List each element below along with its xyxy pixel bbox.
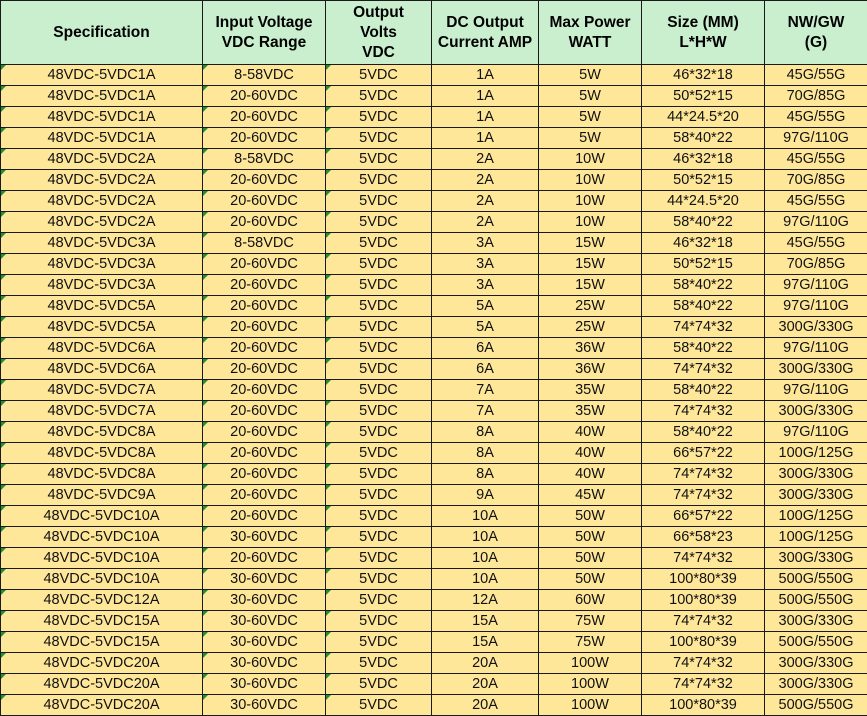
cell-max-power: 50W [539, 527, 642, 548]
cell-output-current: 1A [432, 65, 539, 86]
cell-size: 74*74*32 [642, 464, 765, 485]
cell-max-power: 40W [539, 443, 642, 464]
cell-output-current: 10A [432, 527, 539, 548]
cell-output-volts: 5VDC [326, 401, 432, 422]
cell-specification: 48VDC-5VDC5A [1, 317, 203, 338]
cell-specification: 48VDC-5VDC3A [1, 254, 203, 275]
cell-size: 50*52*15 [642, 254, 765, 275]
cell-size: 74*74*32 [642, 485, 765, 506]
cell-output-volts: 5VDC [326, 107, 432, 128]
header-specification [1, 1, 203, 65]
cell-input-voltage: 20-60VDC [203, 359, 326, 380]
table-row [1, 506, 867, 527]
cell-input-voltage: 20-60VDC [203, 275, 326, 296]
cell-size: 74*74*32 [642, 317, 765, 338]
table-row [1, 338, 867, 359]
cell-weight: 500G/550G [765, 590, 867, 611]
table-row [1, 380, 867, 401]
cell-max-power: 10W [539, 191, 642, 212]
cell-specification: 48VDC-5VDC2A [1, 149, 203, 170]
cell-size: 100*80*39 [642, 590, 765, 611]
table-row [1, 401, 867, 422]
cell-output-current: 2A [432, 149, 539, 170]
cell-specification: 48VDC-5VDC20A [1, 653, 203, 674]
cell-weight: 100G/125G [765, 443, 867, 464]
cell-input-voltage: 30-60VDC [203, 590, 326, 611]
cell-output-volts: 5VDC [326, 359, 432, 380]
cell-weight: 100G/125G [765, 506, 867, 527]
header-weight-line: NW/GW [765, 13, 867, 33]
cell-size: 50*52*15 [642, 86, 765, 107]
cell-size: 100*80*39 [642, 695, 765, 716]
cell-max-power: 50W [539, 569, 642, 590]
cell-input-voltage: 20-60VDC [203, 128, 326, 149]
cell-input-voltage: 20-60VDC [203, 86, 326, 107]
cell-output-volts: 5VDC [326, 653, 432, 674]
cell-input-voltage: 30-60VDC [203, 674, 326, 695]
table-row [1, 464, 867, 485]
cell-weight: 45G/55G [765, 149, 867, 170]
cell-specification: 48VDC-5VDC6A [1, 359, 203, 380]
cell-weight: 500G/550G [765, 632, 867, 653]
table-row [1, 65, 867, 86]
table-row [1, 569, 867, 590]
cell-input-voltage: 20-60VDC [203, 443, 326, 464]
cell-specification: 48VDC-5VDC10A [1, 506, 203, 527]
cell-specification: 48VDC-5VDC6A [1, 338, 203, 359]
cell-weight: 300G/330G [765, 674, 867, 695]
cell-output-current: 5A [432, 317, 539, 338]
cell-max-power: 40W [539, 464, 642, 485]
table-row [1, 254, 867, 275]
table-row [1, 107, 867, 128]
cell-output-current: 20A [432, 653, 539, 674]
cell-specification: 48VDC-5VDC10A [1, 569, 203, 590]
cell-weight: 300G/330G [765, 401, 867, 422]
header-weight [765, 1, 867, 65]
cell-specification: 48VDC-5VDC3A [1, 233, 203, 254]
cell-weight: 97G/110G [765, 296, 867, 317]
header-input-voltage [203, 1, 326, 65]
header-dc-output-current-line: DC Output [432, 13, 538, 33]
cell-input-voltage: 20-60VDC [203, 401, 326, 422]
cell-input-voltage: 20-60VDC [203, 380, 326, 401]
cell-weight: 70G/85G [765, 86, 867, 107]
cell-max-power: 45W [539, 485, 642, 506]
cell-weight: 45G/55G [765, 191, 867, 212]
cell-output-current: 3A [432, 233, 539, 254]
table-row [1, 359, 867, 380]
cell-output-current: 12A [432, 590, 539, 611]
table-row [1, 695, 867, 716]
header-max-power-line: WATT [539, 33, 641, 53]
cell-output-current: 15A [432, 611, 539, 632]
cell-weight: 100G/125G [765, 527, 867, 548]
table-row [1, 128, 867, 149]
cell-output-volts: 5VDC [326, 695, 432, 716]
cell-output-volts: 5VDC [326, 86, 432, 107]
cell-output-volts: 5VDC [326, 569, 432, 590]
cell-output-volts: 5VDC [326, 674, 432, 695]
cell-output-volts: 5VDC [326, 443, 432, 464]
cell-input-voltage: 20-60VDC [203, 422, 326, 443]
cell-output-current: 1A [432, 128, 539, 149]
table-row [1, 548, 867, 569]
cell-weight: 70G/85G [765, 254, 867, 275]
cell-output-current: 6A [432, 359, 539, 380]
cell-weight: 45G/55G [765, 233, 867, 254]
cell-output-volts: 5VDC [326, 317, 432, 338]
cell-output-volts: 5VDC [326, 380, 432, 401]
cell-output-current: 5A [432, 296, 539, 317]
header-size-line: L*H*W [642, 33, 764, 53]
table-row [1, 611, 867, 632]
cell-output-current: 10A [432, 506, 539, 527]
cell-weight: 300G/330G [765, 317, 867, 338]
cell-output-current: 6A [432, 338, 539, 359]
cell-specification: 48VDC-5VDC12A [1, 590, 203, 611]
cell-input-voltage: 20-60VDC [203, 464, 326, 485]
table-row [1, 275, 867, 296]
cell-weight: 97G/110G [765, 212, 867, 233]
cell-specification: 48VDC-5VDC15A [1, 611, 203, 632]
header-size-line: Size (MM) [642, 13, 764, 33]
cell-max-power: 15W [539, 275, 642, 296]
cell-max-power: 10W [539, 149, 642, 170]
cell-max-power: 5W [539, 107, 642, 128]
cell-input-voltage: 8-58VDC [203, 149, 326, 170]
cell-max-power: 5W [539, 65, 642, 86]
cell-max-power: 35W [539, 380, 642, 401]
cell-size: 58*40*22 [642, 296, 765, 317]
header-max-power-line: Max Power [539, 13, 641, 33]
cell-output-volts: 5VDC [326, 527, 432, 548]
cell-max-power: 10W [539, 212, 642, 233]
table-row [1, 212, 867, 233]
cell-input-voltage: 20-60VDC [203, 338, 326, 359]
cell-output-volts: 5VDC [326, 128, 432, 149]
cell-specification: 48VDC-5VDC3A [1, 275, 203, 296]
cell-max-power: 15W [539, 254, 642, 275]
cell-output-volts: 5VDC [326, 254, 432, 275]
cell-weight: 97G/110G [765, 422, 867, 443]
cell-max-power: 36W [539, 338, 642, 359]
cell-output-volts: 5VDC [326, 611, 432, 632]
cell-specification: 48VDC-5VDC15A [1, 632, 203, 653]
cell-size: 74*74*32 [642, 548, 765, 569]
cell-specification: 48VDC-5VDC1A [1, 128, 203, 149]
cell-output-current: 8A [432, 443, 539, 464]
cell-specification: 48VDC-5VDC7A [1, 401, 203, 422]
table-row [1, 233, 867, 254]
table-row [1, 632, 867, 653]
cell-output-current: 10A [432, 548, 539, 569]
cell-weight: 500G/550G [765, 569, 867, 590]
table-header [1, 1, 867, 65]
cell-size: 58*40*22 [642, 275, 765, 296]
cell-size: 100*80*39 [642, 569, 765, 590]
cell-output-volts: 5VDC [326, 65, 432, 86]
cell-output-current: 15A [432, 632, 539, 653]
cell-weight: 97G/110G [765, 380, 867, 401]
cell-specification: 48VDC-5VDC8A [1, 443, 203, 464]
cell-output-volts: 5VDC [326, 590, 432, 611]
table-row [1, 527, 867, 548]
cell-input-voltage: 30-60VDC [203, 632, 326, 653]
cell-output-current: 2A [432, 212, 539, 233]
cell-size: 46*32*18 [642, 65, 765, 86]
cell-max-power: 100W [539, 653, 642, 674]
cell-max-power: 100W [539, 674, 642, 695]
cell-max-power: 25W [539, 317, 642, 338]
cell-max-power: 50W [539, 506, 642, 527]
cell-size: 46*32*18 [642, 233, 765, 254]
cell-output-volts: 5VDC [326, 485, 432, 506]
header-input-voltage-line: VDC Range [203, 33, 325, 53]
cell-specification: 48VDC-5VDC8A [1, 464, 203, 485]
cell-max-power: 75W [539, 611, 642, 632]
cell-weight: 97G/110G [765, 338, 867, 359]
cell-weight: 300G/330G [765, 653, 867, 674]
cell-output-volts: 5VDC [326, 296, 432, 317]
cell-input-voltage: 8-58VDC [203, 233, 326, 254]
cell-specification: 48VDC-5VDC1A [1, 65, 203, 86]
cell-output-volts: 5VDC [326, 170, 432, 191]
table-body [1, 65, 867, 716]
cell-size: 58*40*22 [642, 128, 765, 149]
cell-input-voltage: 30-60VDC [203, 527, 326, 548]
cell-output-current: 3A [432, 254, 539, 275]
table-row [1, 149, 867, 170]
cell-output-current: 9A [432, 485, 539, 506]
cell-size: 66*57*22 [642, 506, 765, 527]
cell-output-current: 10A [432, 569, 539, 590]
table-row [1, 296, 867, 317]
cell-max-power: 10W [539, 170, 642, 191]
cell-input-voltage: 30-60VDC [203, 695, 326, 716]
cell-max-power: 36W [539, 359, 642, 380]
cell-output-current: 2A [432, 170, 539, 191]
cell-size: 58*40*22 [642, 422, 765, 443]
cell-max-power: 25W [539, 296, 642, 317]
header-output-volts-line: Output [326, 3, 431, 23]
table-row [1, 86, 867, 107]
cell-input-voltage: 20-60VDC [203, 212, 326, 233]
cell-specification: 48VDC-5VDC1A [1, 107, 203, 128]
cell-specification: 48VDC-5VDC1A [1, 86, 203, 107]
cell-size: 44*24.5*20 [642, 107, 765, 128]
cell-weight: 300G/330G [765, 548, 867, 569]
cell-input-voltage: 20-60VDC [203, 548, 326, 569]
cell-size: 74*74*32 [642, 611, 765, 632]
cell-size: 100*80*39 [642, 632, 765, 653]
cell-output-volts: 5VDC [326, 275, 432, 296]
cell-weight: 45G/55G [765, 107, 867, 128]
cell-weight: 300G/330G [765, 485, 867, 506]
cell-output-current: 3A [432, 275, 539, 296]
cell-output-volts: 5VDC [326, 632, 432, 653]
cell-specification: 48VDC-5VDC2A [1, 212, 203, 233]
header-row [1, 1, 867, 65]
cell-output-current: 1A [432, 86, 539, 107]
cell-weight: 45G/55G [765, 65, 867, 86]
cell-weight: 97G/110G [765, 128, 867, 149]
table-row [1, 590, 867, 611]
cell-specification: 48VDC-5VDC2A [1, 191, 203, 212]
cell-output-volts: 5VDC [326, 212, 432, 233]
cell-specification: 48VDC-5VDC5A [1, 296, 203, 317]
cell-size: 50*52*15 [642, 170, 765, 191]
cell-specification: 48VDC-5VDC7A [1, 380, 203, 401]
cell-output-current: 20A [432, 695, 539, 716]
cell-input-voltage: 20-60VDC [203, 254, 326, 275]
cell-specification: 48VDC-5VDC20A [1, 695, 203, 716]
cell-input-voltage: 30-60VDC [203, 611, 326, 632]
cell-output-volts: 5VDC [326, 422, 432, 443]
header-dc-output-current-line: Current AMP [432, 33, 538, 53]
cell-output-volts: 5VDC [326, 506, 432, 527]
cell-size: 66*57*22 [642, 443, 765, 464]
cell-output-current: 1A [432, 107, 539, 128]
cell-output-current: 8A [432, 464, 539, 485]
cell-max-power: 50W [539, 548, 642, 569]
cell-weight: 97G/110G [765, 275, 867, 296]
table-row [1, 170, 867, 191]
table-row [1, 317, 867, 338]
cell-input-voltage: 20-60VDC [203, 107, 326, 128]
header-weight-line: (G) [765, 33, 867, 53]
header-size [642, 1, 765, 65]
cell-max-power: 100W [539, 695, 642, 716]
cell-size: 74*74*32 [642, 674, 765, 695]
cell-input-voltage: 8-58VDC [203, 65, 326, 86]
cell-input-voltage: 20-60VDC [203, 191, 326, 212]
cell-input-voltage: 30-60VDC [203, 653, 326, 674]
table-row [1, 674, 867, 695]
header-output-volts [326, 1, 432, 65]
cell-specification: 48VDC-5VDC2A [1, 170, 203, 191]
cell-size: 58*40*22 [642, 380, 765, 401]
cell-output-volts: 5VDC [326, 191, 432, 212]
table-row [1, 653, 867, 674]
cell-size: 66*58*23 [642, 527, 765, 548]
cell-max-power: 75W [539, 632, 642, 653]
cell-max-power: 40W [539, 422, 642, 443]
cell-max-power: 15W [539, 233, 642, 254]
cell-input-voltage: 20-60VDC [203, 170, 326, 191]
cell-output-volts: 5VDC [326, 548, 432, 569]
cell-output-volts: 5VDC [326, 338, 432, 359]
cell-size: 44*24.5*20 [642, 191, 765, 212]
header-output-volts-line: Volts [326, 23, 431, 43]
cell-input-voltage: 20-60VDC [203, 296, 326, 317]
cell-specification: 48VDC-5VDC10A [1, 527, 203, 548]
table-row [1, 191, 867, 212]
table-row [1, 485, 867, 506]
cell-weight: 500G/550G [765, 695, 867, 716]
table-row [1, 443, 867, 464]
cell-weight: 300G/330G [765, 464, 867, 485]
table-row [1, 422, 867, 443]
cell-input-voltage: 20-60VDC [203, 506, 326, 527]
header-input-voltage-line: Input Voltage [203, 13, 325, 33]
cell-size: 74*74*32 [642, 653, 765, 674]
cell-max-power: 5W [539, 128, 642, 149]
cell-weight: 300G/330G [765, 611, 867, 632]
header-dc-output-current [432, 1, 539, 65]
cell-output-current: 20A [432, 674, 539, 695]
cell-weight: 300G/330G [765, 359, 867, 380]
cell-output-current: 8A [432, 422, 539, 443]
header-max-power [539, 1, 642, 65]
header-specification-line: Specification [1, 23, 202, 43]
cell-specification: 48VDC-5VDC10A [1, 548, 203, 569]
cell-output-volts: 5VDC [326, 464, 432, 485]
cell-size: 58*40*22 [642, 338, 765, 359]
cell-size: 46*32*18 [642, 149, 765, 170]
cell-max-power: 60W [539, 590, 642, 611]
cell-specification: 48VDC-5VDC8A [1, 422, 203, 443]
cell-size: 58*40*22 [642, 212, 765, 233]
header-output-volts-line: VDC [326, 43, 431, 63]
cell-input-voltage: 20-60VDC [203, 317, 326, 338]
cell-output-current: 7A [432, 401, 539, 422]
cell-size: 74*74*32 [642, 359, 765, 380]
cell-output-current: 7A [432, 380, 539, 401]
cell-specification: 48VDC-5VDC20A [1, 674, 203, 695]
cell-input-voltage: 20-60VDC [203, 485, 326, 506]
cell-output-volts: 5VDC [326, 233, 432, 254]
cell-input-voltage: 30-60VDC [203, 569, 326, 590]
cell-size: 74*74*32 [642, 401, 765, 422]
cell-max-power: 35W [539, 401, 642, 422]
cell-specification: 48VDC-5VDC9A [1, 485, 203, 506]
cell-max-power: 5W [539, 86, 642, 107]
cell-output-current: 2A [432, 191, 539, 212]
cell-weight: 70G/85G [765, 170, 867, 191]
cell-output-volts: 5VDC [326, 149, 432, 170]
